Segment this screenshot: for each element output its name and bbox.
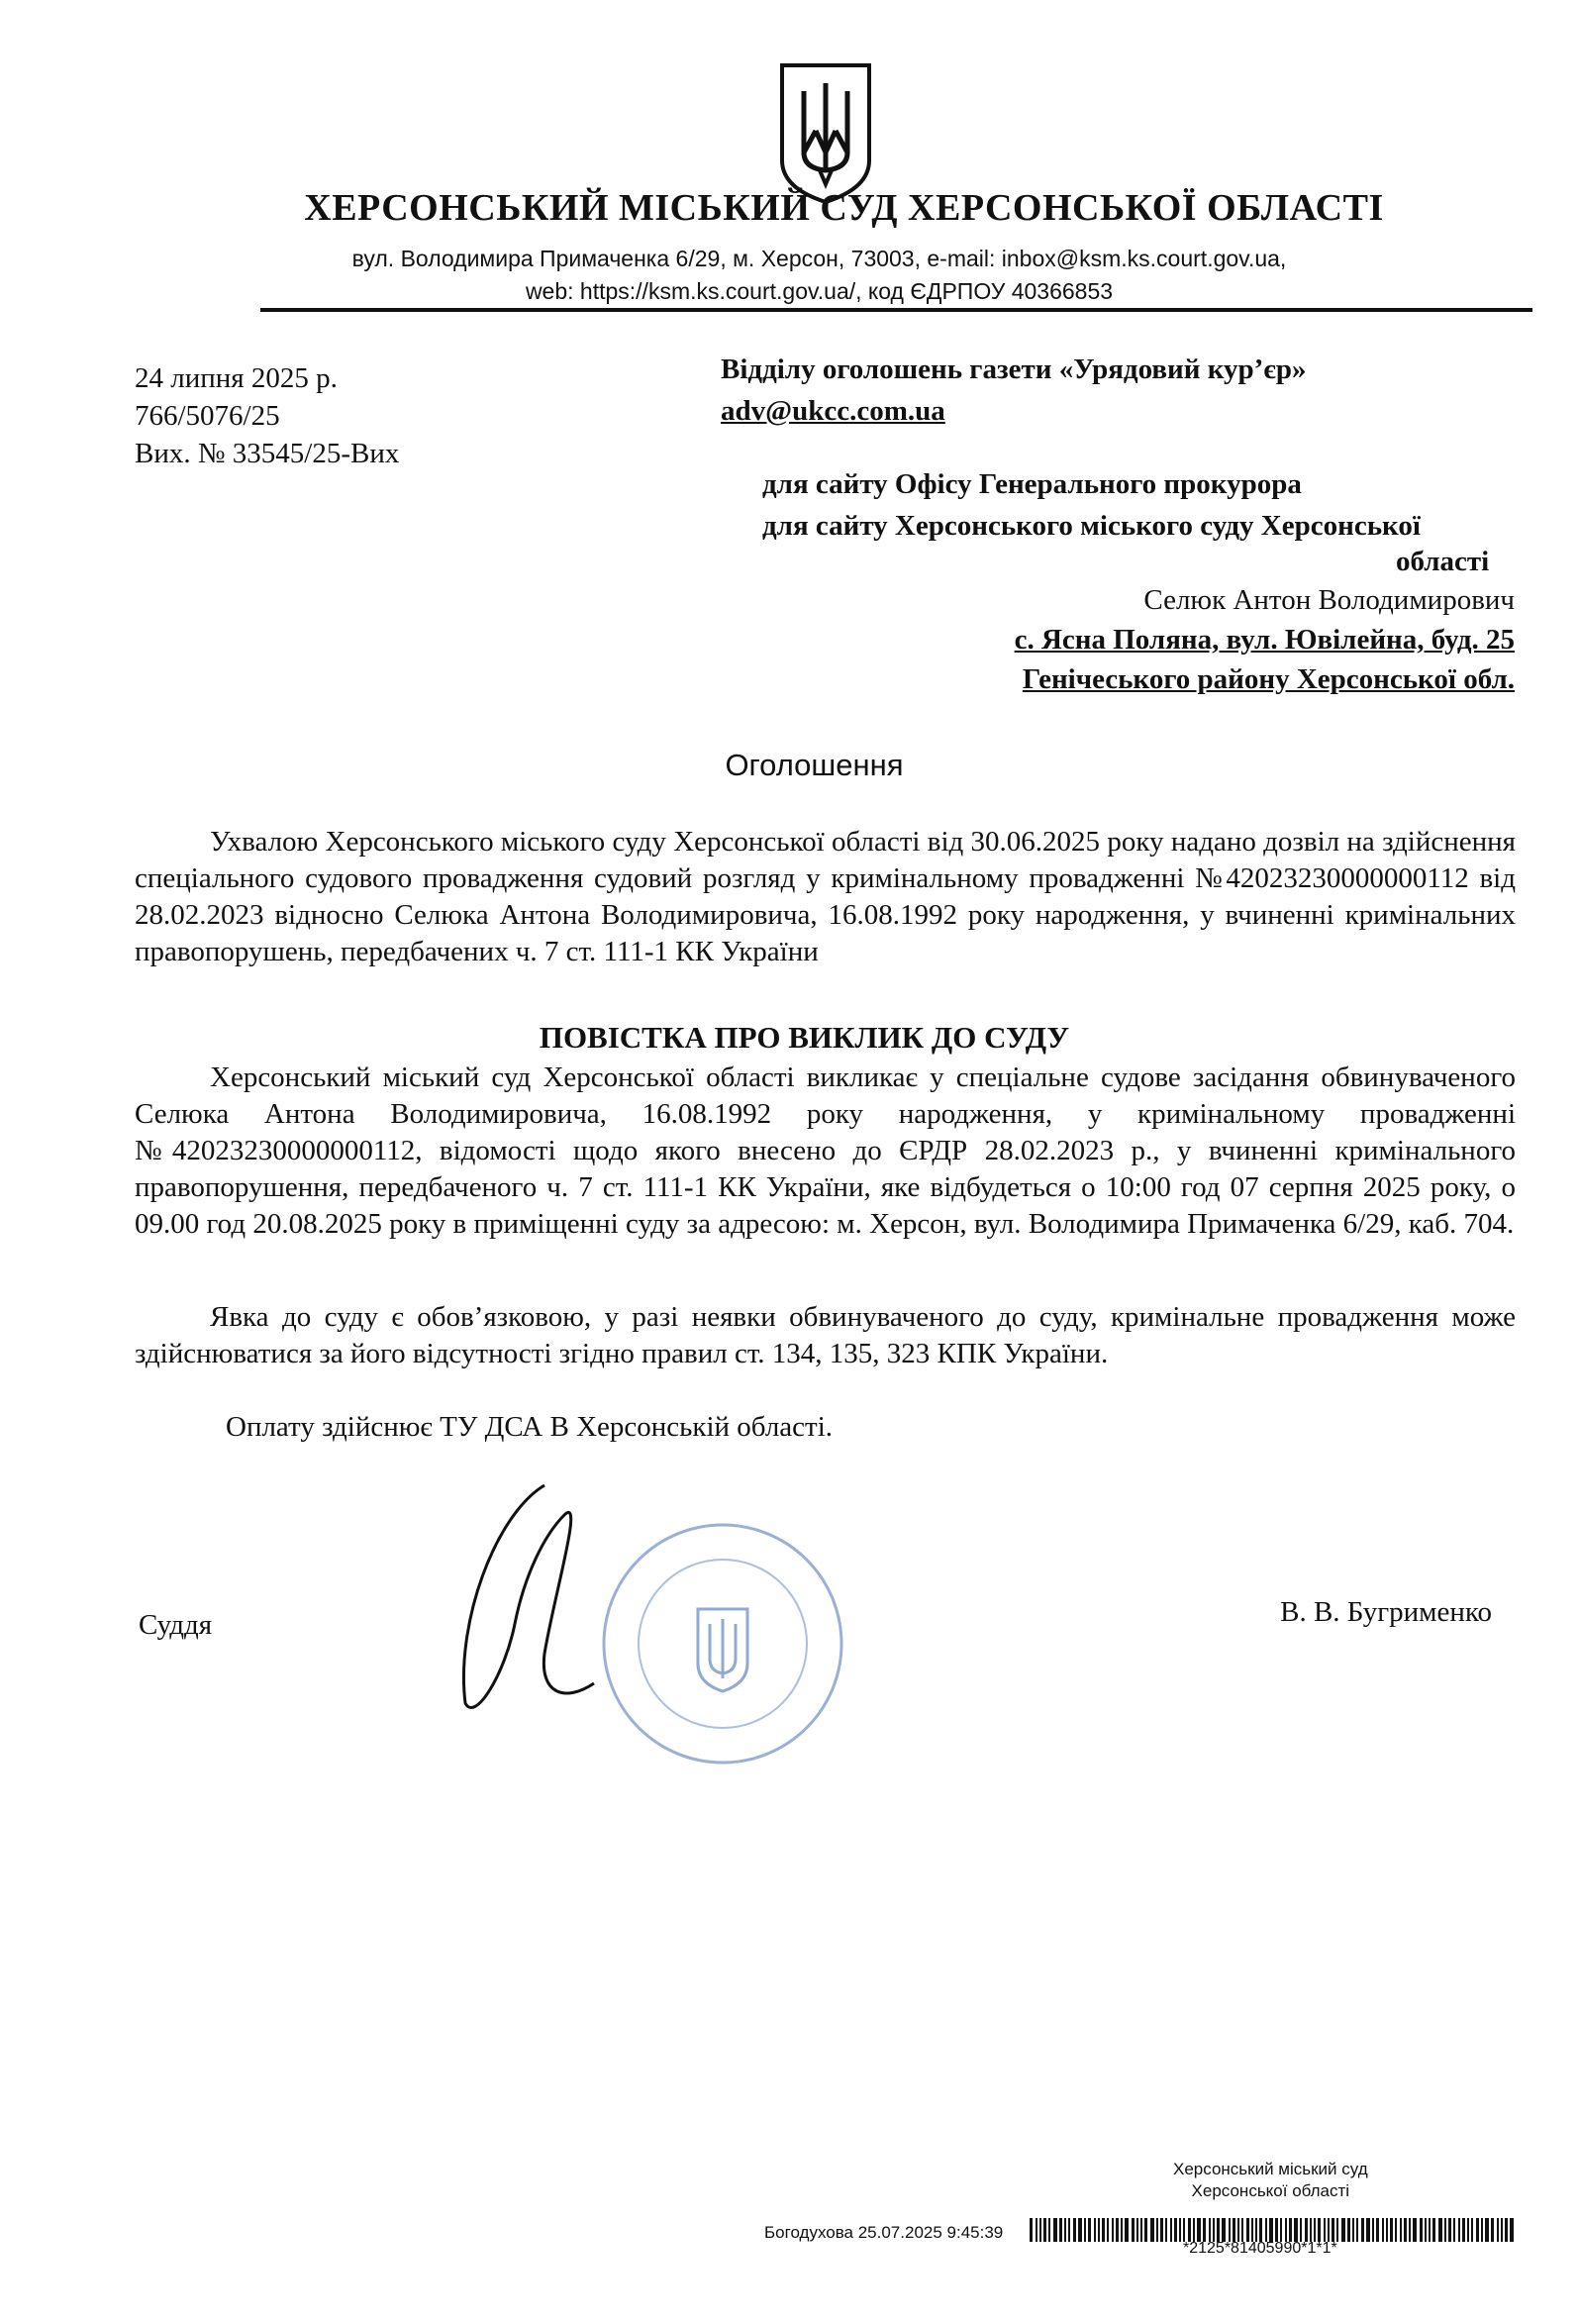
registrar-date: Богодухова 25.07.2025 9:45:39 [764, 2223, 1004, 2242]
recipient-prosecutor-site: для сайту Офісу Генерального прокурора [762, 468, 1302, 500]
recipient-court-site-cont: області [1396, 546, 1490, 577]
recipient-address2: Генічеського району Херсонської обл. [1022, 663, 1515, 695]
judge-label: Суддя [139, 1609, 213, 1641]
recipient-newspaper: Відділу оголошень газети «Урядовий кур’єр» [721, 354, 1307, 385]
court-web: web: https://ksm.ks.court.gov.ua/, код ЄДРПОУ 40366853 [525, 278, 1114, 304]
footer-court-line2: Херсонської області [1191, 2181, 1350, 2200]
judge-name: В. В. Бугрименко [1280, 1596, 1492, 1628]
footer-court [1173, 2159, 1368, 2202]
summons-payment: Оплату здійснює ТУ ДСА В Херсонській області. [226, 1411, 834, 1443]
announcement-title: Оголошення [725, 748, 904, 782]
case-number: 766/5076/25 [135, 400, 280, 432]
summons-title: ПОВІСТКА ПРО ВИКЛИК ДО СУДУ [539, 1020, 1070, 1055]
barcode-text: *2125*81405990*1*1* [1183, 2240, 1337, 2257]
header-divider [260, 308, 1532, 312]
announcement-paragraph: Ухвалою Херсонського міського суду Херсонської області від 30.06.2025 року надано дозвіл на здійснення спеціального судового провадження судовий розгляд у кримінальному провадженні №42023230000000112 від 28.02.2023 відносно Селюка Антона Володимировича, 16.08.1992 року народження, у вчиненні кримінальних правопорушень, передбачених ч. 7 ст. 111-1 КК України [135, 826, 1516, 967]
recipient-email: adv@ukcc.com.ua [721, 395, 945, 427]
court-name: ХЕРСОНСЬКИЙ МІСЬКИЙ СУД ХЕРСОНСЬКОЇ ОБЛАСТІ [304, 187, 1384, 229]
outgoing-number: Вих. № 33545/25-Вих [135, 438, 400, 469]
court-stamp-seal [594, 1515, 851, 1772]
footer-court-line1: Херсонський міський суд [1173, 2160, 1368, 2178]
recipient-address1: с. Ясна Поляна, вул. Ювілейна, буд. 25 [1014, 624, 1515, 656]
summons-paragraph: Херсонський міський суд Херсонської області викликає у спеціальне судове засідання обвинуваченого Селюка Антона Володимировича, 16.08.1992 року народження, у кримінальному провадженні №42023230000000112, відомості щодо якого внесено до ЄРДР 28.02.2023 р., у вчиненні кримінального правопорушення, передбаченого ч. 7 ст. 111-1 КК України, яке відбудеться о 10:00 год 07 серпня 2025 року, о 09.00 год 20.08.2025 року в приміщенні суду за адресою: м. Херсон, вул. Володимира Примаченка 6/29, каб. 704. [135, 1061, 1516, 1240]
document-meta [135, 359, 399, 472]
document-date: 24 липня 2025 р. [135, 362, 338, 394]
recipient-person: Селюк Антон Володимирович [1143, 584, 1515, 616]
summons-attendance: Явка до суду є обов’язковою, у разі неявки обвинуваченого до суду, кримінальне провадження може здійснюватися за його відсутності згідно правил ст. 134, 135, 323 КПК України. [135, 1301, 1516, 1369]
barcode [1030, 2218, 1520, 2242]
trident-coat-of-arms-icon [776, 61, 875, 206]
court-address: вул. Володимира Примаченка 6/29, м. Херсон, 73003, e-mail: inbox@ksm.ks.court.gov.ua, [351, 246, 1287, 271]
recipient-court-site: для сайту Херсонського міського суду Херсонської [762, 510, 1421, 542]
